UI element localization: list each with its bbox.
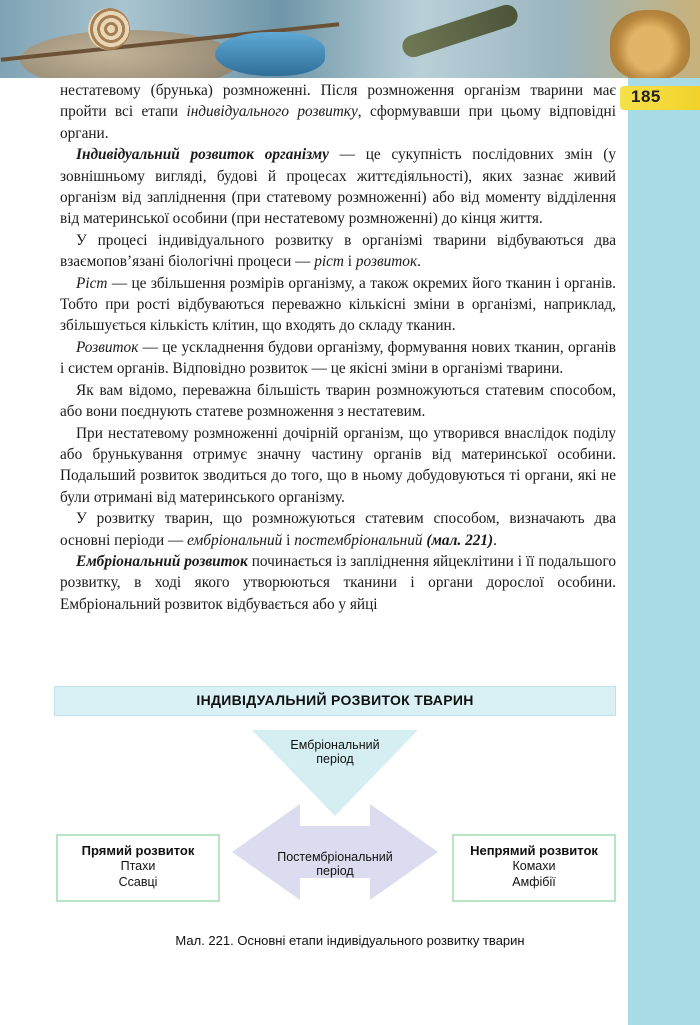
fish-icon [215, 32, 325, 76]
indirect-item: Комахи [512, 859, 556, 873]
development-diagram [0, 720, 700, 940]
paragraph-1: нестатевому (брунька) розмноженні. Після розмноження організм тварини має пройти всі етапи індивідуального розвитку, сформувавши при цьому відповідні органи. [60, 82, 616, 142]
diagram-title: ІНДИВІДУАЛЬНИЙ РОЗВИТОК ТВАРИН [196, 692, 474, 708]
lion-icon [610, 10, 690, 78]
direct-item: Птахи [120, 859, 156, 873]
indirect-item: Амфібії [512, 875, 556, 889]
direct-item: Ссавці [118, 875, 158, 889]
snail-shell-icon [88, 8, 130, 50]
paragraph-4: Ріст — це збільшення розмірів організму, а також окремих його тканин і органів. Тобто при рості відбуваються переважно кількісні зміни в організмі, наприклад, збільшується кількість клітин, що входять до складу тканин. [60, 274, 616, 335]
indirect-development-box [452, 834, 616, 902]
page-number: 185 [631, 87, 661, 106]
paragraph-5: Розвиток — це ускладнення будови організму, формування нових тканин, органів і систем органів. Відповідно розвиток — це якісні зміни в організмі тварини. [60, 338, 616, 378]
body-text [60, 80, 616, 615]
direct-development-title: Прямий розвиток [81, 843, 195, 858]
paragraph-8: У розвитку тварин, що розмножуються статевим способом, визначають два основні періоди — ембріональний і постембріональний (мал. 221). [60, 510, 616, 549]
header-banner-image [0, 0, 700, 78]
paragraph-2: Індивідуальний розвиток організму — це сукупність послідовних змін (у зовнішньому вигляді, будові й процесах життєдіяльності), яких зазнає живий організм від запліднення (при статевому розмноженні) або від моменту відділення від материнської особини (при нестатевому розмноженні) до кінця життя. [60, 146, 617, 228]
paragraph-3: У процесі індивідуального розвитку в організмі тварини відбуваються два взаємопов’язані біологічні процеси — ріст і розвиток. [60, 231, 616, 271]
paragraph-7: При нестатевому розмноженні дочірній організм, що утворився внаслідок поділу або брунькування отримує значну частину органів від материнської особини. Подальший розвиток зводиться до того, що в ньому добудовуються ті органи, які не були отримані від материнського організму. [60, 424, 616, 506]
figure-caption: Мал. 221. Основні етапи індивідуального розвитку тварин [175, 933, 525, 948]
indirect-development-title: Непрямий розвиток [470, 843, 598, 858]
paragraph-6: Як вам відомо, переважна більшість тварин розмножуються статевим способом, або вони поєднують статеве розмноження з нестатевим. [60, 381, 616, 421]
embryonic-period-label: Ембріональний період [290, 738, 380, 766]
paragraph-9: Ембріональний розвиток починається із запліднення яйцеклітини і її подальшого розвитку, в ході якого утворюються тканини і органи дорослої особини. Ембріональний розвиток відбувається або у яйці [60, 552, 616, 613]
postembryonic-period-label: Постембріональний період [277, 850, 393, 878]
lizard-icon [400, 2, 521, 60]
direct-development-box [56, 834, 220, 902]
